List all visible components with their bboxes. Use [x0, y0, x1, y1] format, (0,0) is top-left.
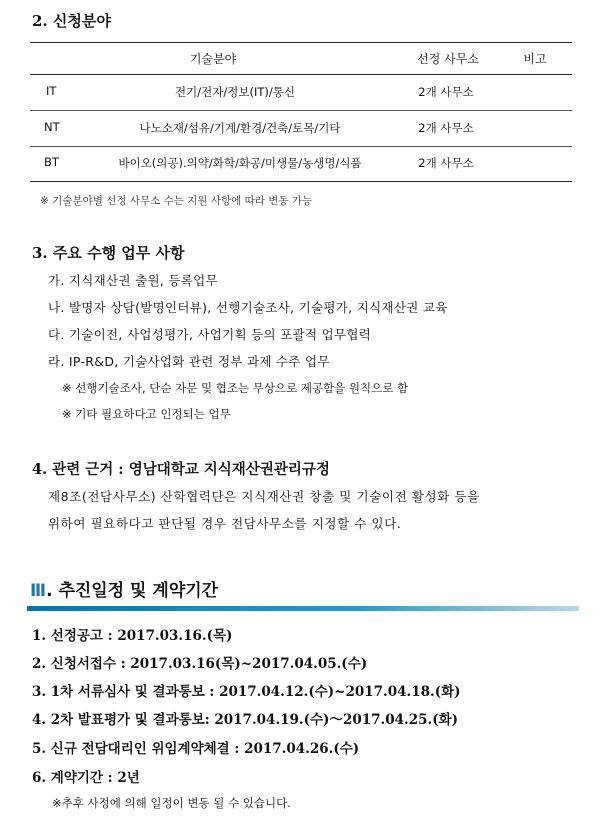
section-iii-title [30, 576, 218, 601]
section2-heading: 2. 신청분야 [32, 12, 111, 30]
schedule-item: 5. 신규 전담대리인 위임계약체결 : 2017.04.26.(수) [32, 741, 360, 757]
section3-item: 가. 지식재산권 출원, 등록업무 [48, 273, 218, 288]
section3-item: 나. 발명자 상담(발명인터뷰), 선행기술조사, 기술평가, 지식재산권 교육 [48, 300, 448, 315]
roman-numeral: Ⅲ [30, 581, 47, 601]
schedule-item: 4. 2차 발표평가 및 결과통보: 2017.04.19.(수)～2017.04.25.(화) [32, 712, 459, 728]
section2-note: ※ 기술분야별 선정 사무소 수는 지원 사항에 따라 변동 가능 [40, 195, 313, 207]
section4-line: 위하여 필요하다고 판단될 경우 전담사무소를 지정할 수 있다. [48, 516, 402, 531]
table-header-rule [30, 74, 572, 75]
row-it-field: 전기/전자/정보(IT)/통신 [175, 85, 295, 99]
row-it-count: 2개 사무소 [418, 85, 474, 99]
section-iii-title-text: . 추진일정 및 계약기간 [46, 581, 219, 601]
row-bt-count: 2개 사무소 [418, 156, 474, 170]
section3-note: ※ 선행기술조사, 단순 자문 및 협조는 무상으로 제공함을 원칙으로 함 [62, 381, 409, 395]
section3-note: ※ 기타 필요하다고 인정되는 업무 [62, 407, 231, 421]
table-row-rule [30, 146, 572, 147]
schedule-item: 2. 신청서접수 : 2017.03.16(목)~2017.04.05.(수) [32, 656, 368, 672]
row-nt-field: 나노소재/섬유/기계/환경/건축/토목/기타 [139, 121, 341, 135]
header-tech-field: 기술분야 [189, 52, 237, 66]
schedule-item: 1. 선정공고 : 2017.03.16.(목) [32, 628, 233, 644]
row-nt-code: NT [44, 120, 60, 134]
section4-line: 제8조(전담사무소) 산학협력단은 지식재산권 창출 및 기술이전 활성화 등을 [48, 489, 480, 504]
table-top-rule [30, 42, 572, 43]
section3-item: 다. 기술이전, 사업성평가, 사업기획 등의 포괄적 업무협력 [48, 327, 372, 342]
table-row-rule [30, 110, 572, 111]
section3-heading: 3. 주요 수행 업무 사항 [32, 244, 185, 262]
schedule-item: 3. 1차 서류심사 및 결과통보 : 2017.04.12.(수)~2017.04.18.(화) [32, 684, 461, 700]
row-it-code: IT [46, 84, 57, 98]
section-divider-bar [27, 606, 579, 611]
row-bt-field: 바이오(의공).의약/화학/화공/미생물/농생명/식품 [118, 156, 362, 170]
section4-heading: 4. 관련 근거 : 영남대학교 지식재산권관리규정 [32, 461, 330, 478]
table-bottom-rule [30, 181, 572, 182]
section3-item: 라. IP-R&D, 기술사업화 관련 정부 과제 수주 업무 [48, 354, 330, 369]
schedule-item: 6. 계약기간 : 2년 [32, 770, 140, 786]
schedule-footnote: ※추후 사정에 의해 일정이 변동 될 수 있습니다. [52, 796, 291, 810]
header-note: 비고 [523, 52, 547, 66]
row-bt-code: BT [44, 155, 59, 169]
row-nt-count: 2개 사무소 [418, 121, 474, 135]
header-selected-office: 선정 사무소 [417, 52, 479, 66]
